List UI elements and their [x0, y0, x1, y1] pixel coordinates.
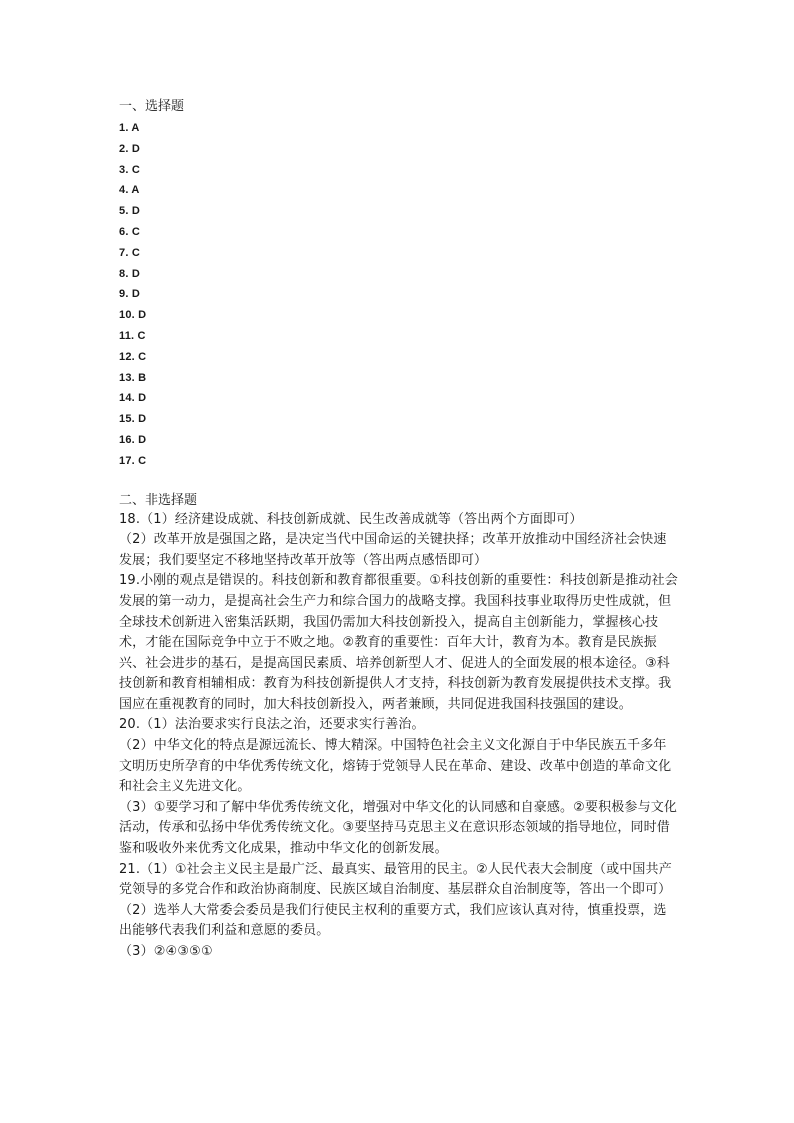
answer-paragraph-20-1: 20.（1）法治要求实行良法之治，还要求实行善治。	[119, 717, 425, 733]
answer-item: 16. D	[119, 433, 147, 446]
answer-item: 14. D	[119, 392, 147, 405]
answer-paragraph-20-3: （3）①要学习和了解中华优秀传统文化，增强对中华文化的认同感和自豪感。②要积极参与文化活动，传承和弘扬中华优秀传统文化。③要坚持马克思主义在意识形态领域的指导地位，同时借鉴和吸收外来优秀文化成果，推动中华文化的创新发展。	[119, 799, 678, 857]
answer-key	[119, 98, 679, 963]
answer-item: 9. D	[119, 288, 140, 301]
answer-item: 8. D	[119, 267, 140, 280]
answer-item: 2. D	[119, 142, 140, 155]
answer-paragraph-21-1: 21.（1）①社会主义民主是最广泛、最真实、最管用的民主。②人民代表大会制度（或中国共产党领导的多党合作和政治协商制度、民族区域自治制度、基层群众自治制度等，答出一个即可）	[119, 861, 672, 898]
answer-paragraph-18-1: 18.（1）经济建设成就、科技创新成就、民生改善成就等（答出两个方面即可）	[119, 511, 583, 527]
answer-item: 17. C	[119, 454, 147, 467]
answer-item: 10. D	[119, 309, 147, 322]
answer-item: 12. C	[119, 350, 147, 363]
answer-item: 11. C	[119, 329, 146, 342]
answer-item: 15. D	[119, 413, 147, 426]
answer-item: 5. D	[119, 205, 140, 218]
multiple-choice-answer-list	[119, 118, 679, 472]
answer-paragraph-21-3: （3）②④③⑤①	[119, 944, 213, 960]
answer-paragraph-18-2: （2）改革开放是强国之路，是决定当代中国命运的关键抉择；改革开放推动中国经济社会快速发展；我们要坚定不移地坚持改革开放等（答出两点感悟即可）	[119, 532, 667, 568]
answer-item: 4. A	[119, 184, 140, 197]
answer-item: 6. C	[119, 225, 140, 238]
answer-item: 7. C	[119, 246, 140, 259]
answer-paragraph-20-2: （2）中华文化的特点是源远流长、博大精深。中国特色社会主义文化源自于中华民族五千多年文明历史所孕育的中华优秀传统文化，熔铸于党领导人民在革命、建设、改革中创造的革命文化和社会主义先进文化。	[119, 738, 672, 795]
answer-item: 1. A	[119, 122, 140, 134]
answer-paragraph-21-2: （2）选举人大常委会委员是我们行使民主权利的重要方式，我们应该认真对待，慎重投票，选出能够代表我们利益和意愿的委员。	[119, 902, 667, 939]
answer-paragraph-19: 19.小刚的观点是错误的。科技创新和教育都很重要。①科技创新的重要性：科技创新是推动社会发展的第一动力，是提高社会生产力和综合国力的战略支撑。我国科技事业取得历史性成就，但全球技术创新进入密集活跃期，我国仍需加大科技创新投入，提高自主创新能力，掌握核心技术，才能在国际竞争中立于不败之地。②教育的重要性：百年大计，教育为本。教育是民族振兴、社会进步的基石，是提高国民素质、培养创新型人才、促进人的全面发展的根本途径。③科技创新和教育相辅相成：教育为科技创新提供人才支持，科技创新为教育发展提供技术支撑。我国应在重视教育的同时，加大科技创新投入，两者兼顾，共同促进我国科技强国的建设。	[119, 573, 678, 712]
section-title-multiple-choice: 一、选择题	[119, 99, 185, 114]
section-title-non-multiple-choice: 二、非选择题	[119, 492, 198, 508]
answer-item: 3. C	[119, 163, 140, 176]
answer-item: 13. B	[119, 371, 147, 384]
